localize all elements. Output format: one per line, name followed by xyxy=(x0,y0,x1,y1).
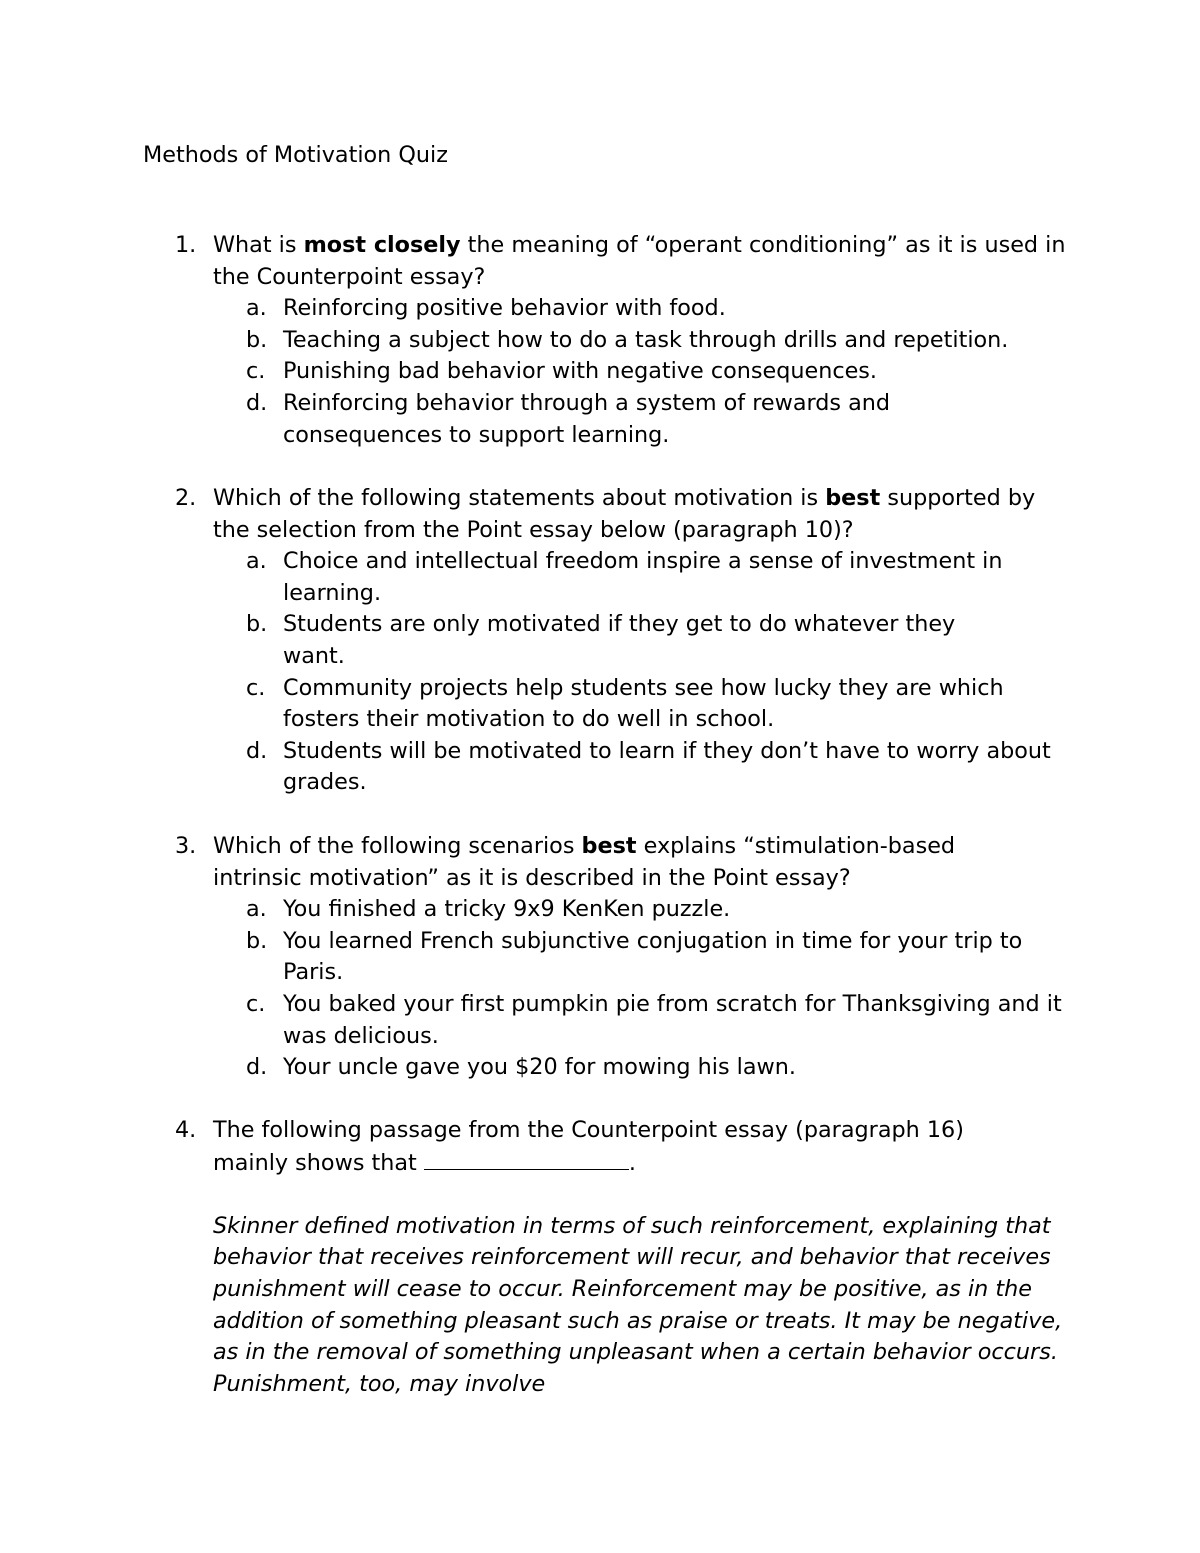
option-letter: b. xyxy=(246,611,268,638)
option-letter: a. xyxy=(246,295,267,322)
question-3 xyxy=(175,831,1075,1084)
option-letter: a. xyxy=(246,548,267,575)
option-letter: c. xyxy=(246,990,266,1017)
stem-text: Which of the following scenarios xyxy=(213,833,582,859)
option-text: Students will be motivated to learn if they don’t have to worry about grades. xyxy=(283,737,1051,796)
stem-emphasis: best xyxy=(825,485,881,511)
answer-option-a xyxy=(175,293,1075,325)
stem-text: the meaning of “operant conditioning” as it is used in the Counterpoint essay? xyxy=(213,232,1066,290)
question-number: 3. xyxy=(175,833,197,859)
question-number: 2. xyxy=(175,485,197,511)
option-text: You baked your first pumpkin pie from scratch for Thanksgiving and it was delicious. xyxy=(283,990,1062,1049)
answer-option-d xyxy=(175,1052,1075,1084)
option-letter: d. xyxy=(246,1054,268,1081)
answer-option-a xyxy=(175,546,1083,609)
question-4 xyxy=(175,1115,1075,1400)
stem-text: supported by the selection from the Point essay below (paragraph 10)? xyxy=(213,485,1036,543)
stem-emphasis: best xyxy=(581,833,637,859)
stem-text: Which of the following statements about motivation is xyxy=(213,485,826,511)
option-text: You finished a tricky 9x9 KenKen puzzle. xyxy=(283,896,731,923)
quiz-title: Methods of Motivation Quiz xyxy=(143,142,448,168)
question-stem xyxy=(213,483,1075,546)
question-2 xyxy=(175,483,1075,799)
stem-text: explains “stimulation-based intrinsic motivation” as it is described in the Point essay? xyxy=(213,833,956,891)
question-stem xyxy=(213,1115,1023,1179)
option-text: Reinforcing behavior through a system of rewards and consequences to support learning. xyxy=(283,389,891,448)
option-letter: b. xyxy=(246,927,268,954)
option-text: Punishing bad behavior with negative consequences. xyxy=(283,358,878,385)
stem-text: . xyxy=(628,1149,636,1176)
answer-options xyxy=(175,546,1075,799)
option-text: Community projects help students see how lucky they are which fosters their motivation to do well in school. xyxy=(283,674,1004,733)
answer-option-b xyxy=(175,325,1075,357)
answer-options xyxy=(175,293,1075,451)
answer-option-b xyxy=(175,609,1023,672)
option-letter: d. xyxy=(246,389,268,416)
stem-emphasis: most closely xyxy=(303,232,461,258)
option-letter: c. xyxy=(246,674,266,701)
stem-text: What is xyxy=(213,232,304,258)
answer-option-c xyxy=(175,356,1075,388)
question-1 xyxy=(175,230,1075,451)
option-text: Reinforcing positive behavior with food. xyxy=(283,295,726,322)
option-letter: d. xyxy=(246,737,268,764)
question-number: 1. xyxy=(175,232,197,258)
option-text: Choice and intellectual freedom inspire a sense of investment in learning. xyxy=(283,548,1003,606)
option-text: Your uncle gave you $20 for mowing his lawn. xyxy=(283,1054,796,1081)
answer-option-d xyxy=(175,388,943,451)
option-text: Teaching a subject how to do a task through drills and repetition. xyxy=(283,326,1009,353)
question-stem xyxy=(213,230,1075,293)
answer-option-d xyxy=(175,736,1063,799)
answer-blank xyxy=(424,1147,629,1170)
quoted-passage: Skinner defined motivation in terms of such reinforcement, explaining that behavior that receives reinforcement will recur, and behavior that receives punishment will cease to occur. Reinforcement may be positive, as in the addition of something pleasant such as praise or treats. It may be negative, as in the removal of something unpleasant when a certain behavior occurs. Punishment, too, may involve xyxy=(213,1212,1063,1397)
option-letter: a. xyxy=(246,896,267,923)
answer-option-c xyxy=(175,673,1083,736)
answer-option-c xyxy=(175,989,1083,1052)
option-text: You learned French subjunctive conjugation in time for your trip to Paris. xyxy=(283,927,1023,986)
answer-option-b xyxy=(175,926,1073,989)
answer-options xyxy=(175,894,1075,1084)
option-letter: b. xyxy=(246,326,268,353)
answer-option-a xyxy=(175,894,1075,926)
question-number: 4. xyxy=(175,1117,197,1143)
option-letter: c. xyxy=(246,358,266,385)
option-text: Students are only motivated if they get to do whatever they want. xyxy=(283,611,956,669)
question-stem xyxy=(213,831,1023,894)
stem-text: The following passage from the Counterpoint essay (paragraph 16) mainly shows that xyxy=(213,1117,964,1176)
